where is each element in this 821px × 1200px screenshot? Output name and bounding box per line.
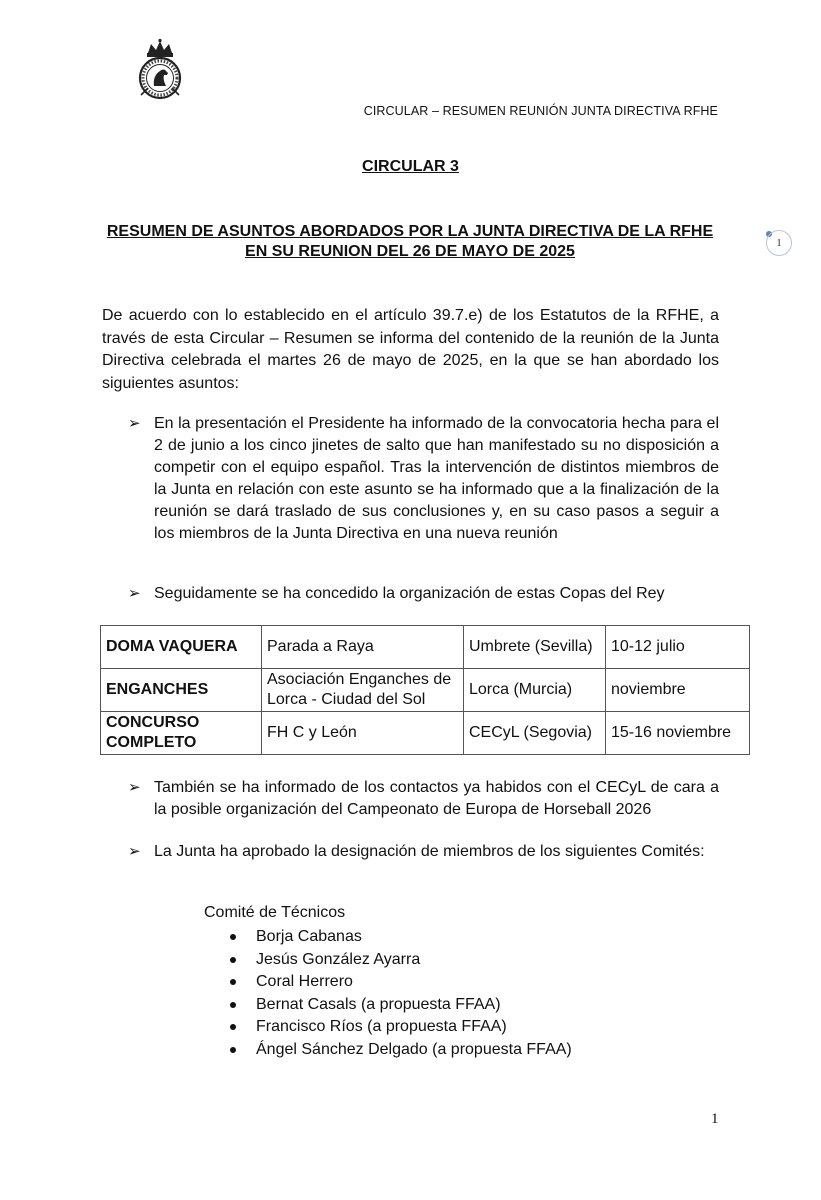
bullet-item xyxy=(128,413,719,563)
member-name: Borja Cabanas xyxy=(256,928,362,945)
page-number: 1 xyxy=(711,1111,719,1127)
member-name: Ángel Sánchez Delgado (a propuesta FFAA) xyxy=(256,1040,572,1058)
discipline-cell: ENGANCHES xyxy=(101,669,262,712)
main-title-line-1: RESUMEN DE ASUNTOS ABORDADOS POR LA JUNTA DIRECTIVA DE LA RFHE xyxy=(106,223,714,240)
rfhe-crest-icon xyxy=(134,38,186,102)
discipline-cell: CONCURSO COMPLETO xyxy=(101,712,262,755)
member-name: Bernat Casals (a propuesta FFAA) xyxy=(256,995,501,1013)
dates-cell: 10-12 julio xyxy=(606,626,750,669)
member-name: Jesús González Ayarra xyxy=(256,950,421,968)
arrow-bullet-icon: ➢ xyxy=(128,843,141,860)
bullet-text: También se ha informado de los contactos ya habidos con el CECyL de cara a la posible organización del Campeonato de Europa de Horseball 2026 xyxy=(154,779,719,818)
side-page-marker: 1 xyxy=(766,230,792,256)
table-row xyxy=(101,626,750,669)
organizer-cell: Parada a Raya xyxy=(262,626,464,669)
list-item xyxy=(229,1016,572,1039)
venue-cell: Umbrete (Sevilla) xyxy=(464,626,606,669)
member-name: Coral Herrero xyxy=(256,973,353,990)
bullet-dot-icon xyxy=(230,979,236,985)
table-row xyxy=(101,669,750,712)
list-item xyxy=(229,926,572,949)
dates-cell: noviembre xyxy=(606,669,750,712)
list-item xyxy=(229,994,572,1017)
bullet-text: Seguidamente se ha concedido la organización de estas Copas del Rey xyxy=(154,585,665,602)
venue-cell: Lorca (Murcia) xyxy=(464,669,606,712)
main-title-line-2: EN SU REUNION DEL 26 DE MAYO DE 2025 xyxy=(245,243,575,260)
arrow-bullet-icon: ➢ xyxy=(128,779,141,796)
running-header: CIRCULAR – RESUMEN REUNIÓN JUNTA DIRECTIVA RFHE xyxy=(363,104,718,118)
arrow-bullet-icon: ➢ xyxy=(128,415,141,432)
member-name: Francisco Ríos (a propuesta FFAA) xyxy=(256,1018,507,1035)
bullet-item xyxy=(128,841,719,887)
bullet-item xyxy=(128,583,719,607)
list-item xyxy=(229,971,572,994)
organizer-cell: FH C y León xyxy=(262,712,464,755)
bullet-dot-icon xyxy=(230,1024,236,1030)
bullet-dot-icon xyxy=(230,934,236,940)
bullet-dot-icon xyxy=(230,957,236,963)
bullet-dot-icon xyxy=(230,1002,236,1008)
bullet-text: La Junta ha aprobado la designación de miembros de los siguientes Comités: xyxy=(154,843,705,860)
circular-title: CIRCULAR 3 xyxy=(362,158,459,175)
committee-title: Comité de Técnicos xyxy=(204,904,346,921)
bullet-text: En la presentación el Presidente ha informado de la convocatoria hecha para el 2 de junio a los cinco jinetes de salto que han manifestado su no disposición a competir con el equipo español. Tras la intervención de distintos miembros de la Junta en relación con este asunto se ha informado que a la finalización de la reunión se dará traslado de sus conclusiones y, en su caso pasos a seguir a los miembros de la Junta Directiva en una nueva reunión xyxy=(154,415,719,542)
main-title xyxy=(96,222,724,262)
list-item xyxy=(229,1039,572,1062)
table-row xyxy=(101,712,750,755)
arrow-bullet-icon: ➢ xyxy=(128,585,141,602)
committee-member-list xyxy=(229,926,572,1061)
discipline-cell: DOMA VAQUERA xyxy=(101,626,262,669)
list-item xyxy=(229,949,572,972)
organizer-cell: Asociación Enganches de Lorca - Ciudad del Sol xyxy=(262,669,464,712)
bullet-dot-icon xyxy=(230,1047,236,1053)
intro-paragraph: De acuerdo con lo establecido en el artículo 39.7.e) de los Estatutos de la RFHE, a través de esta Circular – Resumen se informa del contenido de la reunión de la Junta Directiva celebrada el martes 26 de mayo de 2025, en la que se han abordado los siguientes asuntos: xyxy=(102,307,719,392)
bullet-item xyxy=(128,777,719,823)
copas-del-rey-table xyxy=(100,625,750,755)
dates-cell: 15-16 noviembre xyxy=(606,712,750,755)
venue-cell: CECyL (Segovia) xyxy=(464,712,606,755)
